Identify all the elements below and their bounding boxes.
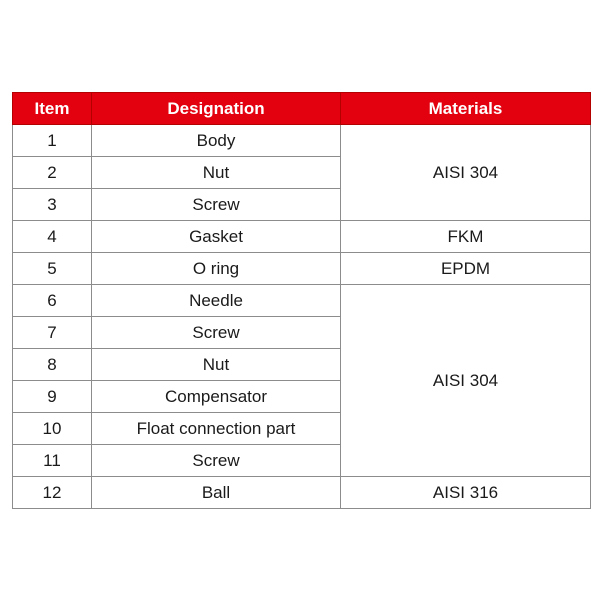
item-number-cell: 1 bbox=[13, 125, 92, 157]
designation-cell: Screw bbox=[92, 317, 341, 349]
item-number-cell: 10 bbox=[13, 413, 92, 445]
material-cell: AISI 304 bbox=[341, 125, 591, 221]
table-body bbox=[13, 125, 591, 509]
item-number-cell: 4 bbox=[13, 221, 92, 253]
header-materials: Materials bbox=[341, 93, 591, 125]
designation-cell: Nut bbox=[92, 349, 341, 381]
table-header-row bbox=[13, 93, 591, 125]
item-number-cell: 6 bbox=[13, 285, 92, 317]
header-designation: Designation bbox=[92, 93, 341, 125]
item-number-cell: 5 bbox=[13, 253, 92, 285]
designation-cell: Nut bbox=[92, 157, 341, 189]
designation-cell: Compensator bbox=[92, 381, 341, 413]
material-cell: FKM bbox=[341, 221, 591, 253]
table-row bbox=[13, 221, 591, 253]
table-row bbox=[13, 285, 591, 317]
item-number-cell: 7 bbox=[13, 317, 92, 349]
materials-table bbox=[12, 92, 591, 509]
item-number-cell: 9 bbox=[13, 381, 92, 413]
designation-cell: Screw bbox=[92, 445, 341, 477]
material-cell: EPDM bbox=[341, 253, 591, 285]
item-number-cell: 12 bbox=[13, 477, 92, 509]
designation-cell: Gasket bbox=[92, 221, 341, 253]
material-cell: AISI 316 bbox=[341, 477, 591, 509]
designation-cell: Body bbox=[92, 125, 341, 157]
materials-table-container bbox=[12, 92, 590, 509]
item-number-cell: 8 bbox=[13, 349, 92, 381]
designation-cell: Needle bbox=[92, 285, 341, 317]
item-number-cell: 2 bbox=[13, 157, 92, 189]
designation-cell: Float connection part bbox=[92, 413, 341, 445]
designation-cell: O ring bbox=[92, 253, 341, 285]
header-item: Item bbox=[13, 93, 92, 125]
table-row bbox=[13, 125, 591, 157]
designation-cell: Ball bbox=[92, 477, 341, 509]
item-number-cell: 3 bbox=[13, 189, 92, 221]
item-number-cell: 11 bbox=[13, 445, 92, 477]
table-row bbox=[13, 477, 591, 509]
material-cell: AISI 304 bbox=[341, 285, 591, 477]
designation-cell: Screw bbox=[92, 189, 341, 221]
table-row bbox=[13, 253, 591, 285]
